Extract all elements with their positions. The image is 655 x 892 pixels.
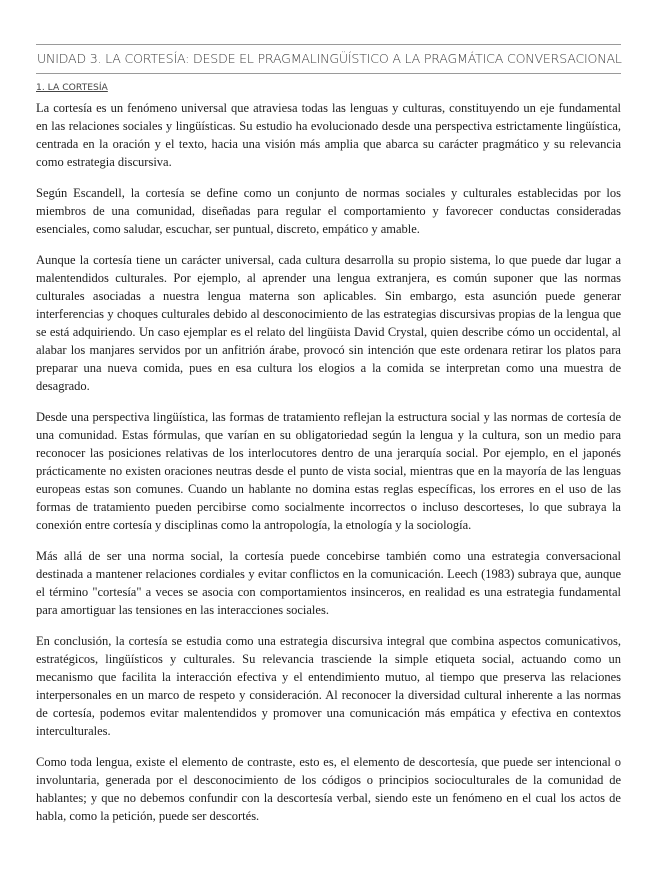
paragraph-forms-of-address: Desde una perspectiva lingüística, las formas de tratamiento reflejan la estructura social y las normas de cortesía de una comunidad. Estas fórmulas, que varían en su obligatoriedad según la lengua y la cultura, son un medio para reconocer las posiciones relativas de los interlocutores dentro de una jerarquía social. Por ejemplo, en el japonés prácticamente no existen oraciones neutras desde el punto de vista social, mientras que en la mayoría de las lenguas europeas estas son comunes. Cuando un hablante no domina estas reglas específicas, los errores en el uso de las formas de tratamiento pueden percibirse como socialmente incorrectos o incluso descorteses, lo que subraya la conexión entre cortesía y disciplinas como la antropología, la etnología y la sociología. <box>36 410 621 532</box>
unit-title: UNIDAD 3. LA CORTESÍA: DESDE EL PRAGMALINGÜÍSTICO A LA PRAGMÁTICA CONVERSACIONAL <box>37 51 622 66</box>
paragraph-intro: La cortesía es un fenómeno universal que atraviesa todas las lenguas y culturas, constituyendo un eje fundamental en las relaciones sociales y lingüísticas. Su estudio ha evolucionado desde una perspectiva estrictamente lingüística, centrada en la oración y el texto, hacia una visión más amplia que abarca su carácter pragmático y su relevancia como estrategia discursiva. <box>36 101 621 169</box>
paragraph-impoliteness: Como toda lengua, existe el elemento de contraste, esto es, el elemento de descortesía, que puede ser intencional o involuntaria, generada por el desconocimiento de los códigos o principios socioculturales de la comunidad de hablantes; y que no debemos confundir con la descortesía verbal, siendo este un fenómeno en el cual los actos de habla, como la petición, puede ser descortés. <box>36 755 621 823</box>
paragraph-conversational-strategy: Más allá de ser una norma social, la cortesía puede concebirse también como una estrategia conversacional destinada a mantener relaciones cordiales y evitar conflictos en la comunicación. Leech (1983) subraya que, aunque el término "cortesía" a veces se asocia con comportamientos insinceros, en realidad es una estrategia fundamental para amortiguar las tensiones en las interacciones sociales. <box>36 549 621 617</box>
header-bottom-rule <box>36 73 621 74</box>
paragraph-escandell: Según Escandell, la cortesía se define como un conjunto de normas sociales y culturales establecidas por los miembros de una comunidad, diseñadas para regular el comportamiento y favorecer conductas consideradas esenciales, como saludar, escuchar, ser puntual, discreto, empático y amable. <box>36 186 621 236</box>
section-heading: 1. LA CORTESÍA <box>36 82 108 93</box>
paragraph-cultural-misunderstandings: Aunque la cortesía tiene un carácter universal, cada cultura desarrolla su propio sistema, lo que puede dar lugar a malentendidos culturales. Por ejemplo, al aprender una lengua extranjera, es común suponer que las normas culturales asociadas a nuestra lengua materna son aplicables. Sin embargo, esta asunción puede generar interferencias y choques culturales debido al desconocimiento de las estrategias discursivas propias de la lengua que se está adquiriendo. Un caso ejemplar es el relato del lingüista David Crystal, quien describe cómo un occidental, al alabar los manjares servidos por un anfitrión árabe, provocó sin intención que este ordenara retirar los platos para preparar una nueva comida, pues en esa cultura los elogios a la comida se interpretan como una muestra de desagrado. <box>36 253 621 393</box>
document-page <box>0 44 655 892</box>
paragraph-conclusion: En conclusión, la cortesía se estudia como una estrategia discursiva integral que combina aspectos comunicativos, estratégicos, lingüísticos y culturales. Su relevancia trasciende la simple etiqueta social, actuando como un mecanismo que facilita la interacción efectiva y el entendimiento mutuo, al tiempo que preserva las relaciones interpersonales en un marco de respeto y consideración. Al reconocer la diversidad cultural inherente a las normas de cortesía, podemos evitar malentendidos y promover una comunicación más empática y efectiva en contextos interculturales. <box>36 634 621 738</box>
